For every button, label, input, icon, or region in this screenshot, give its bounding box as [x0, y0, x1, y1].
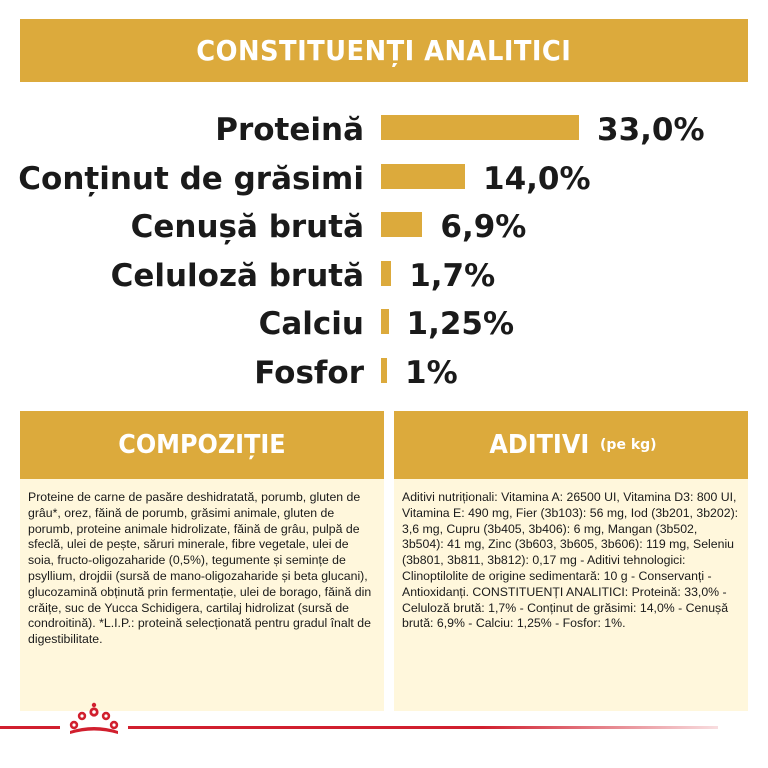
- nutrient-row: [0, 202, 768, 252]
- nutrient-bar: [381, 115, 579, 140]
- nutrient-bar: [381, 212, 422, 237]
- nutrient-value: 6,9%: [440, 209, 527, 245]
- nutrient-row: [0, 154, 768, 204]
- additives-panel: [394, 479, 748, 711]
- nutrient-row: [0, 348, 768, 398]
- composition-text: Proteine de carne de pasăre deshidratată, porumb, gluten de grâu*, orez, făină de porumb, grăsimi animale, gluten de porumb, proteine animale hidrolizate, făină de grâu, pulpă de sfeclă, ulei de pește, săruri minerale, fibre vegetale, ulei de soia, fructo-oligozaharide (0,5%), tegumente și semințe de psyllium, drojdii (sursă de mano-oligozaharide și beta glucani), glucozamină obținută prin fermentație, ulei de borago, făină din crăițe, suc de Yucca Schidigera, cartilaj hidrolizat (sursă de condroitină). *L.I.P.: proteină selecționată pentru gradul înalt de digestibilitate.: [28, 490, 372, 647]
- additives-subtitle: (pe kg): [600, 437, 657, 453]
- nutrient-label: Fosfor: [254, 354, 364, 391]
- analytical-constituents-banner: [20, 19, 748, 82]
- footer-red-line-left: [0, 726, 60, 729]
- nutrient-value: 1,25%: [406, 306, 515, 342]
- additives-header: [394, 411, 748, 479]
- nutrient-value: 1,7%: [409, 257, 496, 294]
- nutrient-value: 14,0%: [483, 160, 591, 197]
- nutrient-row: [0, 251, 768, 301]
- nutrient-label: Proteină: [215, 112, 364, 148]
- composition-title: COMPOZIȚIE: [118, 430, 286, 460]
- nutrient-row: [0, 299, 768, 349]
- royal-canin-crown-icon: [62, 701, 126, 737]
- nutrient-bar: [381, 261, 391, 286]
- nutrient-label: Calciu: [258, 306, 364, 342]
- additives-text: Aditivi nutriționali: Vitamina A: 26500 UI, Vitamina D3: 800 UI, Vitamina E: 490 mg, Fier (3b103): 56 mg, Iod (3b201, 3b202): 3,6 mg, Cupru (3b405, 3b406): 6 mg, Mangan (3b502, 3b504): 41 mg, Zinc (3b603, 3b605, 3b606): 119 mg, Seleniu (3b801, 3b811, 3b812): 0,17 mg - Aditivi tehnologici: Clinoptilolite de origine sedimentară: 10 g - Conservanți - Antioxidanți. CONSTITUENȚI ANALITICI: Proteină: 33,0% - Celuloză brută: 1,7% - Conținut de grăsimi: 14,0% - Cenușă brută: 6,9% - Calciu: 1,25% - Fosfor: 1%.: [402, 490, 739, 631]
- nutrient-label: Celuloză brută: [110, 257, 364, 294]
- nutrient-bar: [381, 164, 465, 189]
- nutrient-label: Conținut de grăsimi: [18, 160, 364, 197]
- nutrient-bar: [381, 309, 389, 334]
- nutrient-row: [0, 105, 768, 155]
- nutrient-bar: [381, 358, 387, 383]
- footer-red-line-right: [128, 726, 718, 729]
- composition-header: [20, 411, 384, 479]
- banner-title: CONSTITUENȚI ANALITICI: [196, 34, 572, 67]
- additives-title: ADITIVI: [489, 430, 590, 460]
- nutrient-value: 1%: [405, 354, 458, 391]
- nutrient-value: 33,0%: [597, 112, 705, 148]
- composition-panel: [20, 479, 384, 711]
- nutrient-label: Cenușă brută: [130, 209, 364, 245]
